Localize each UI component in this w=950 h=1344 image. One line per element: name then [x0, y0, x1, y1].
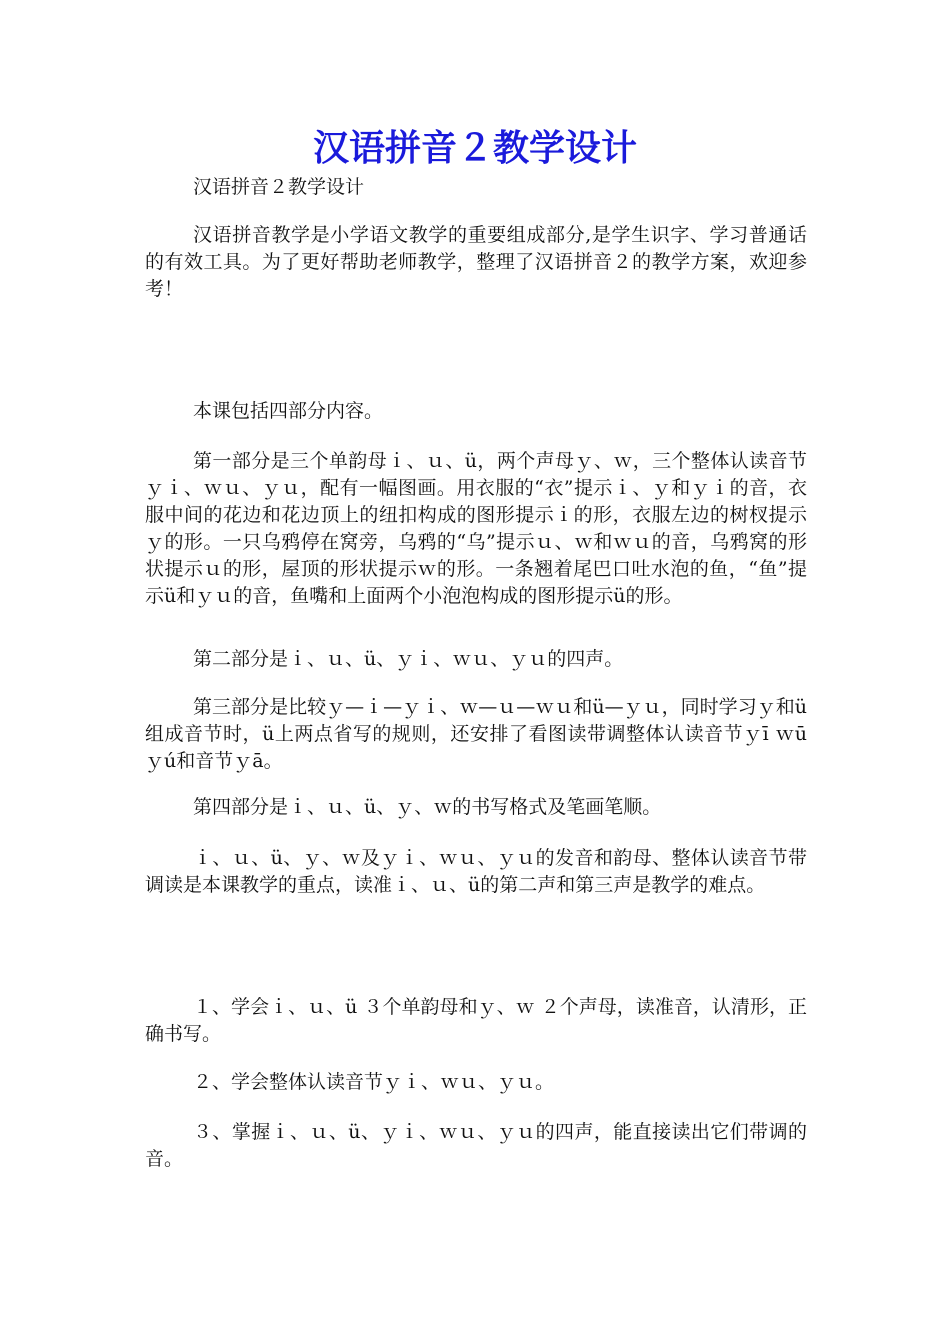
document-title: 汉语拼音２教学设计 — [312, 127, 637, 169]
part-three-paragraph: 第三部分是比较ｙ—ｉ—ｙｉ、ｗ—ｕ—ｗｕ和ü—ｙｕ，同时学习ｙ和ü组成音节时，ü上两点省写的规则，还安排了看图读带调整体认读音节ｙī ｗū ｙú和音节ｙā。 — [145, 696, 807, 772]
part-two-paragraph: 第二部分是ｉ、ｕ、ü、ｙｉ、ｗｕ、ｙｕ的四声。 — [193, 648, 624, 670]
part-one-paragraph: 第一部分是三个单韵母ｉ、ｕ、ü，两个声母ｙ、ｗ，三个整体认读音节ｙｉ、ｗｕ、ｙｕ，配有一幅图画。用衣服的“衣”提示ｉ、ｙ和ｙｉ的音，衣服中间的花边和花边顶上的纽扣构成的图形提示ｉ的形，衣服左边的树杈提示ｙ的形。一只乌鸦停在窝旁，乌鸦的“乌”提示ｕ、ｗ和ｗｕ的音，乌鸦窝的形状提示ｕ的形，屋顶的形状提示ｗ的形。一条翘着尾巴口吐水泡的鱼，“鱼”提示ü和ｙｕ的音，鱼嘴和上面两个小泡泡构成的图形提示ü的形。 — [145, 450, 807, 607]
document-subtitle: 汉语拼音２教学设计 — [193, 176, 365, 198]
intro-paragraph: 汉语拼音教学是小学语文教学的重要组成部分,是学生识字、学习普通话的有效工具。为了更好帮助老师教学，整理了汉语拼音２的教学方案，欢迎参考！ — [145, 224, 807, 300]
key-points-paragraph: ｉ、ｕ、ü、ｙ、ｗ及ｙｉ、ｗｕ、ｙｕ的发音和韵母、整体认读音节带调读是本课教学的重点，读准ｉ、ｕ、ü的第二声和第三声是教学的难点。 — [145, 847, 807, 896]
objective-one-paragraph: １、学会ｉ、ｕ、ü ３个单韵母和ｙ、ｗ ２个声母，读准音，认清形，正确书写。 — [145, 996, 807, 1045]
lesson-overview-paragraph: 本课包括四部分内容。 — [193, 400, 384, 422]
objective-three-paragraph: ３、掌握ｉ、ｕ、ü、ｙｉ、ｗｕ、ｙｕ的四声，能直接读出它们带调的音。 — [145, 1121, 807, 1170]
part-four-paragraph: 第四部分是ｉ、ｕ、ü、ｙ、ｗ的书写格式及笔画笔顺。 — [193, 796, 662, 818]
objective-two-paragraph: ２、学会整体认读音节ｙｉ、ｗｕ、ｙｕ。 — [193, 1071, 555, 1093]
